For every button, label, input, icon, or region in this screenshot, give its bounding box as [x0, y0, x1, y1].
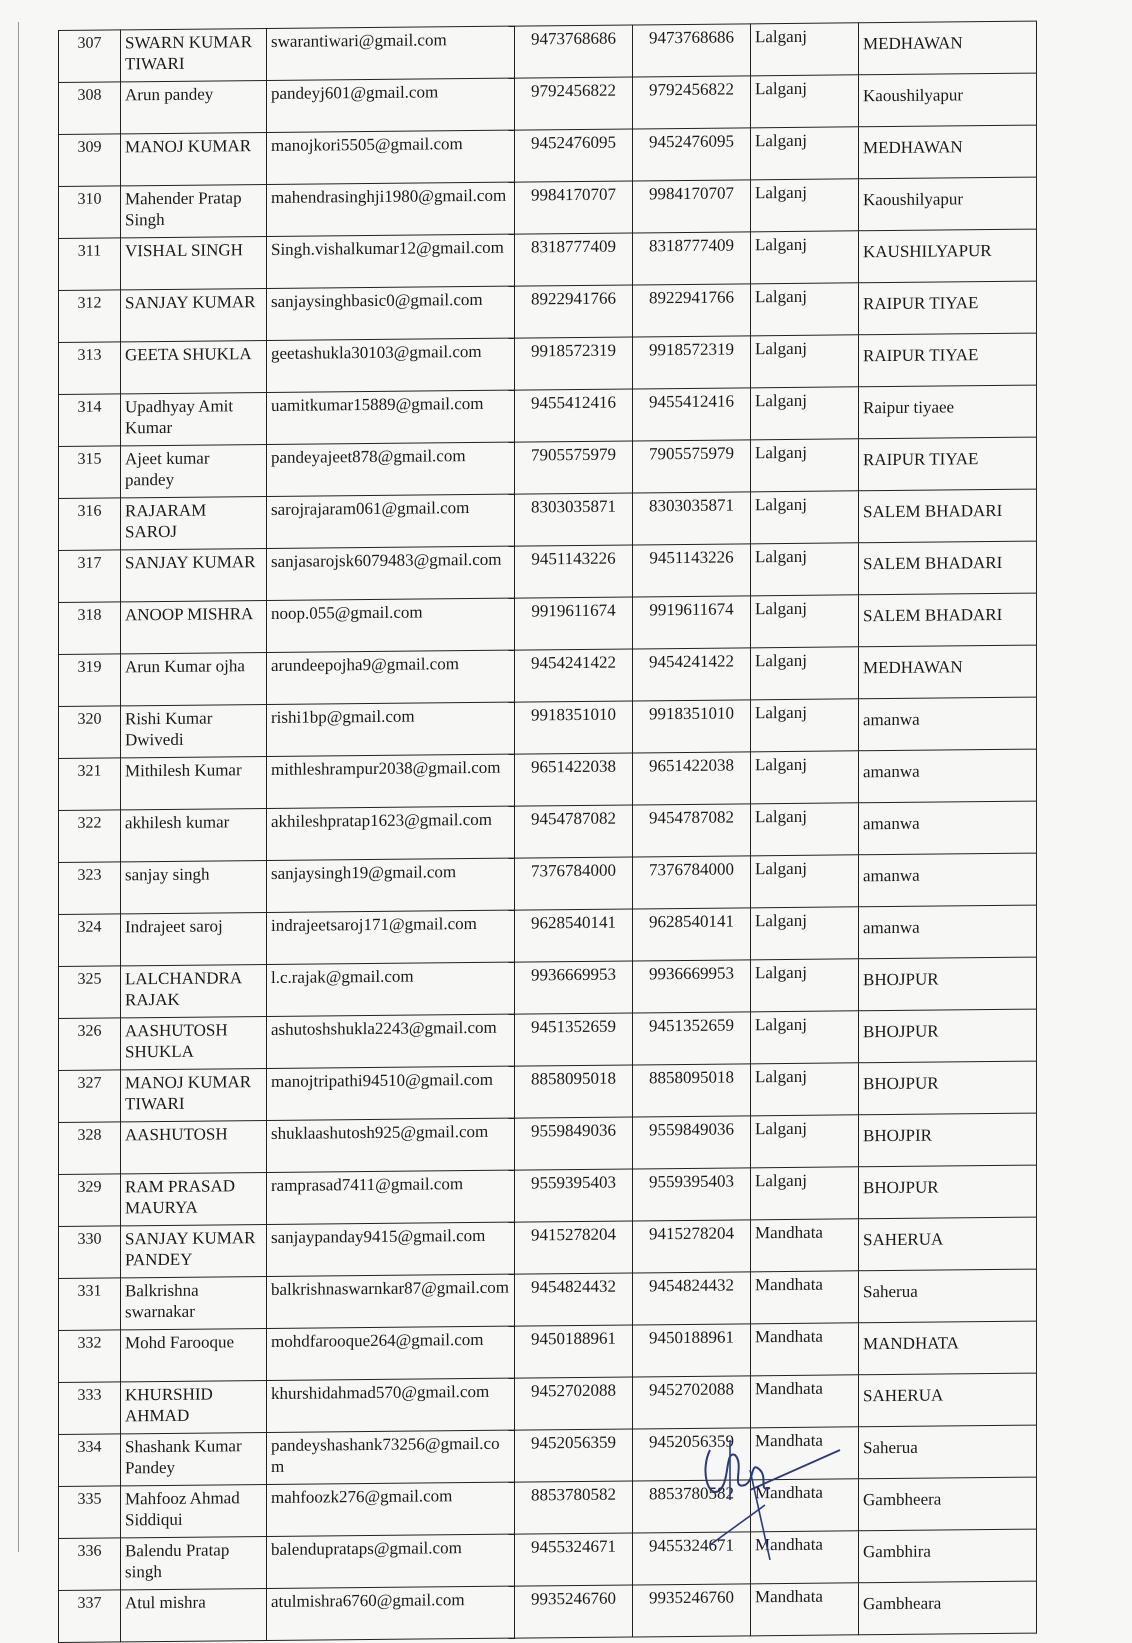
- table-row: [59, 1269, 1037, 1330]
- serial-number-cell: 337: [59, 1590, 121, 1643]
- name-cell: Mithilesh Kumar: [121, 756, 267, 809]
- village-cell: amanwa: [859, 749, 1037, 803]
- village-cell: BHOJPUR: [859, 1165, 1037, 1219]
- village-cell: amanwa: [859, 853, 1037, 907]
- name-cell: GEETA SHUKLA: [121, 340, 267, 393]
- block-cell: Mandhata: [751, 1427, 859, 1480]
- mobile-number-cell: 8858095018: [515, 1065, 633, 1118]
- whatsapp-number-cell: 8922941766: [633, 284, 751, 337]
- mobile-number-cell: 9452702088: [515, 1377, 633, 1430]
- village-cell: SALEM BHADARI: [859, 593, 1037, 647]
- whatsapp-number-cell: 9451143226: [633, 544, 751, 597]
- village-cell: KAUSHILYAPUR: [859, 229, 1037, 283]
- village-cell: Gambheera: [859, 1477, 1037, 1531]
- village-cell: RAIPUR TIYAE: [859, 437, 1037, 491]
- email-cell: balenduprataps@gmail.com: [267, 1534, 515, 1588]
- email-cell: akhileshpratap1623@gmail.com: [267, 806, 515, 860]
- mobile-number-cell: 9454241422: [515, 649, 633, 702]
- serial-number-cell: 307: [59, 30, 121, 83]
- block-cell: Mandhata: [751, 1271, 859, 1324]
- serial-number-cell: 315: [59, 446, 121, 499]
- village-cell: SAHERUA: [859, 1217, 1037, 1271]
- table-row: [59, 177, 1037, 238]
- block-cell: Lalganj: [751, 907, 859, 960]
- mobile-number-cell: 9452476095: [515, 129, 633, 182]
- email-cell: atulmishra6760@gmail.com: [267, 1586, 515, 1640]
- mobile-number-cell: 9628540141: [515, 909, 633, 962]
- village-cell: BHOJPUR: [859, 1009, 1037, 1063]
- mobile-number-cell: 9935246760: [515, 1585, 633, 1638]
- mobile-number-cell: 7905575979: [515, 441, 633, 494]
- whatsapp-number-cell: 9935246760: [633, 1584, 751, 1637]
- mobile-number-cell: 9415278204: [515, 1221, 633, 1274]
- email-cell: swarantiwari@gmail.com: [267, 26, 515, 80]
- whatsapp-number-cell: 9454824432: [633, 1272, 751, 1325]
- block-cell: Mandhata: [751, 1375, 859, 1428]
- handwritten-signature: [690, 1430, 870, 1570]
- block-cell: Lalganj: [751, 803, 859, 856]
- serial-number-cell: 317: [59, 550, 121, 603]
- block-cell: Lalganj: [751, 283, 859, 336]
- village-cell: Raipur tiyaee: [859, 385, 1037, 439]
- block-cell: Lalganj: [751, 959, 859, 1012]
- email-cell: sanjaysingh19@gmail.com: [267, 858, 515, 912]
- mobile-number-cell: 9651422038: [515, 753, 633, 806]
- block-cell: Lalganj: [751, 179, 859, 232]
- whatsapp-number-cell: 9918572319: [633, 336, 751, 389]
- serial-number-cell: 336: [59, 1538, 121, 1591]
- email-cell: uamitkumar15889@gmail.com: [267, 390, 515, 444]
- name-cell: Balendu Pratap singh: [121, 1536, 267, 1589]
- email-cell: pandeyj601@gmail.com: [267, 78, 515, 132]
- block-cell: Lalganj: [751, 751, 859, 804]
- serial-number-cell: 320: [59, 706, 121, 759]
- mobile-number-cell: 9919611674: [515, 597, 633, 650]
- village-cell: SALEM BHADARI: [859, 541, 1037, 595]
- mobile-number-cell: 8303035871: [515, 493, 633, 546]
- village-cell: BHOJPUR: [859, 1061, 1037, 1115]
- mobile-number-cell: 9451143226: [515, 545, 633, 598]
- mobile-number-cell: 8922941766: [515, 285, 633, 338]
- email-cell: balkrishnaswarnkar87@gmail.com: [267, 1274, 515, 1328]
- block-cell: Lalganj: [751, 127, 859, 180]
- mobile-number-cell: 9918572319: [515, 337, 633, 390]
- name-cell: AASHUTOSH: [121, 1120, 267, 1173]
- serial-number-cell: 331: [59, 1278, 121, 1331]
- table-row: [59, 333, 1037, 394]
- table-body: [59, 21, 1037, 1642]
- table-row: [59, 1061, 1037, 1122]
- mobile-number-cell: 9559849036: [515, 1117, 633, 1170]
- email-cell: ramprasad7411@gmail.com: [267, 1170, 515, 1224]
- serial-number-cell: 324: [59, 914, 121, 967]
- serial-number-cell: 326: [59, 1018, 121, 1071]
- table-row: [59, 593, 1037, 654]
- email-cell: noop.055@gmail.com: [267, 598, 515, 652]
- serial-number-cell: 318: [59, 602, 121, 655]
- village-cell: MEDHAWAN: [859, 21, 1037, 75]
- village-cell: SAHERUA: [859, 1373, 1037, 1427]
- name-cell: RAJARAM SAROJ: [121, 496, 267, 549]
- name-cell: Indrajeet saroj: [121, 912, 267, 965]
- table-row: [59, 541, 1037, 602]
- whatsapp-number-cell: 9452702088: [633, 1376, 751, 1429]
- serial-number-cell: 325: [59, 966, 121, 1019]
- whatsapp-number-cell: 9455412416: [633, 388, 751, 441]
- whatsapp-number-cell: 9936669953: [633, 960, 751, 1013]
- block-cell: Lalganj: [751, 595, 859, 648]
- mobile-number-cell: 9454824432: [515, 1273, 633, 1326]
- name-cell: Upadhyay Amit Kumar: [121, 392, 267, 445]
- whatsapp-number-cell: 9792456822: [633, 76, 751, 129]
- table-row: [59, 801, 1037, 862]
- whatsapp-number-cell: 8858095018: [633, 1064, 751, 1117]
- email-cell: mithleshrampur2038@gmail.com: [267, 754, 515, 808]
- name-cell: MANOJ KUMAR: [121, 132, 267, 185]
- name-cell: SWARN KUMAR TIWARI: [121, 28, 267, 81]
- name-cell: RAM PRASAD MAURYA: [121, 1172, 267, 1225]
- block-cell: Lalganj: [751, 1167, 859, 1220]
- mobile-number-cell: 8318777409: [515, 233, 633, 286]
- table-row: [59, 1425, 1037, 1486]
- block-cell: Lalganj: [751, 387, 859, 440]
- email-cell: khurshidahmad570@gmail.com: [267, 1378, 515, 1432]
- name-cell: Ajeet kumar pandey: [121, 444, 267, 497]
- block-cell: Lalganj: [751, 491, 859, 544]
- name-cell: LALCHANDRA RAJAK: [121, 964, 267, 1017]
- whatsapp-number-cell: 9984170707: [633, 180, 751, 233]
- table-row: [59, 853, 1037, 914]
- name-cell: SANJAY KUMAR: [121, 548, 267, 601]
- serial-number-cell: 321: [59, 758, 121, 811]
- email-cell: arundeepojha9@gmail.com: [267, 650, 515, 704]
- table-row: [59, 1009, 1037, 1070]
- name-cell: Atul mishra: [121, 1588, 267, 1641]
- mobile-number-cell: 9452056359: [515, 1429, 633, 1482]
- name-cell: SANJAY KUMAR: [121, 288, 267, 341]
- table-row: [59, 1373, 1037, 1434]
- name-cell: AASHUTOSH SHUKLA: [121, 1016, 267, 1069]
- whatsapp-number-cell: 9918351010: [633, 700, 751, 753]
- block-cell: Lalganj: [751, 335, 859, 388]
- serial-number-cell: 332: [59, 1330, 121, 1383]
- name-cell: SANJAY KUMAR PANDEY: [121, 1224, 267, 1277]
- serial-number-cell: 327: [59, 1070, 121, 1123]
- serial-number-cell: 322: [59, 810, 121, 863]
- block-cell: Lalganj: [751, 23, 859, 76]
- table-row: [59, 21, 1037, 82]
- name-cell: Mahfooz Ahmad Siddiqui: [121, 1484, 267, 1537]
- whatsapp-number-cell: 8303035871: [633, 492, 751, 545]
- whatsapp-number-cell: 9452056359: [633, 1428, 751, 1481]
- email-cell: sanjaysinghbasic0@gmail.com: [267, 286, 515, 340]
- email-cell: shuklaashutosh925@gmail.com: [267, 1118, 515, 1172]
- serial-number-cell: 316: [59, 498, 121, 551]
- email-cell: l.c.rajak@gmail.com: [267, 962, 515, 1016]
- table-row: [59, 1321, 1037, 1382]
- whatsapp-number-cell: 9473768686: [633, 24, 751, 77]
- table-row: [59, 1581, 1037, 1642]
- table-row: [59, 125, 1037, 186]
- serial-number-cell: 335: [59, 1486, 121, 1539]
- serial-number-cell: 313: [59, 342, 121, 395]
- email-cell: sanjaypanday9415@gmail.com: [267, 1222, 515, 1276]
- serial-number-cell: 334: [59, 1434, 121, 1487]
- table-row: [59, 281, 1037, 342]
- serial-number-cell: 328: [59, 1122, 121, 1175]
- serial-number-cell: 314: [59, 394, 121, 447]
- village-cell: Kaoushilyapur: [859, 177, 1037, 231]
- whatsapp-number-cell: 9559395403: [633, 1168, 751, 1221]
- table-row: [59, 1165, 1037, 1226]
- village-cell: MANDHATA: [859, 1321, 1037, 1375]
- village-cell: Gambheara: [859, 1581, 1037, 1635]
- serial-number-cell: 329: [59, 1174, 121, 1227]
- table-row: [59, 1529, 1037, 1590]
- email-cell: mahendrasinghji1980@gmail.com: [267, 182, 515, 236]
- table-row: [59, 905, 1037, 966]
- page-margin-line: [18, 22, 19, 1552]
- name-cell: Rishi Kumar Dwivedi: [121, 704, 267, 757]
- block-cell: Lalganj: [751, 699, 859, 752]
- serial-number-cell: 311: [59, 238, 121, 291]
- serial-number-cell: 323: [59, 862, 121, 915]
- village-cell: amanwa: [859, 697, 1037, 751]
- whatsapp-number-cell: 9628540141: [633, 908, 751, 961]
- serial-number-cell: 319: [59, 654, 121, 707]
- block-cell: Mandhata: [751, 1219, 859, 1272]
- whatsapp-number-cell: 8853780582: [633, 1480, 751, 1533]
- name-cell: Shashank Kumar Pandey: [121, 1432, 267, 1485]
- whatsapp-number-cell: 9454241422: [633, 648, 751, 701]
- email-cell: sanjasarojsk6079483@gmail.com: [267, 546, 515, 600]
- block-cell: Lalganj: [751, 75, 859, 128]
- whatsapp-number-cell: 7905575979: [633, 440, 751, 493]
- village-cell: Saherua: [859, 1425, 1037, 1479]
- name-cell: sanjay singh: [121, 860, 267, 913]
- teacher-contact-table: [58, 21, 1037, 1643]
- mobile-number-cell: 7376784000: [515, 857, 633, 910]
- name-cell: ANOOP MISHRA: [121, 600, 267, 653]
- table-row: [59, 697, 1037, 758]
- email-cell: pandeyajeet878@gmail.com: [267, 442, 515, 496]
- table-row: [59, 229, 1037, 290]
- block-cell: Lalganj: [751, 855, 859, 908]
- serial-number-cell: 310: [59, 186, 121, 239]
- name-cell: Mohd Farooque: [121, 1328, 267, 1381]
- village-cell: Gambhira: [859, 1529, 1037, 1583]
- email-cell: manojtripathi94510@gmail.com: [267, 1066, 515, 1120]
- village-cell: MEDHAWAN: [859, 645, 1037, 699]
- email-cell: mohdfarooque264@gmail.com: [267, 1326, 515, 1380]
- whatsapp-number-cell: 9450188961: [633, 1324, 751, 1377]
- email-cell: pandeyshashank73256@gmail.com: [267, 1430, 515, 1484]
- name-cell: MANOJ KUMAR TIWARI: [121, 1068, 267, 1121]
- block-cell: Lalganj: [751, 1115, 859, 1168]
- email-cell: mahfoozk276@gmail.com: [267, 1482, 515, 1536]
- whatsapp-number-cell: 9559849036: [633, 1116, 751, 1169]
- whatsapp-number-cell: 9454787082: [633, 804, 751, 857]
- village-cell: Kaoushilyapur: [859, 73, 1037, 127]
- mobile-number-cell: 9559395403: [515, 1169, 633, 1222]
- mobile-number-cell: 9450188961: [515, 1325, 633, 1378]
- table-row: [59, 1477, 1037, 1538]
- email-cell: manojkori5505@gmail.com: [267, 130, 515, 184]
- village-cell: Saherua: [859, 1269, 1037, 1323]
- mobile-number-cell: 9473768686: [515, 25, 633, 78]
- block-cell: Lalganj: [751, 1011, 859, 1064]
- email-cell: Singh.vishalkumar12@gmail.com: [267, 234, 515, 288]
- village-cell: BHOJPIR: [859, 1113, 1037, 1167]
- whatsapp-number-cell: 9415278204: [633, 1220, 751, 1273]
- email-cell: rishi1bp@gmail.com: [267, 702, 515, 756]
- mobile-number-cell: 9455324671: [515, 1533, 633, 1586]
- whatsapp-number-cell: 9651422038: [633, 752, 751, 805]
- table-row: [59, 489, 1037, 550]
- table-row: [59, 1113, 1037, 1174]
- block-cell: Mandhata: [751, 1323, 859, 1376]
- mobile-number-cell: 8853780582: [515, 1481, 633, 1534]
- table-row: [59, 749, 1037, 810]
- serial-number-cell: 309: [59, 134, 121, 187]
- block-cell: Mandhata: [751, 1531, 859, 1584]
- name-cell: Arun Kumar ojha: [121, 652, 267, 705]
- table-row: [59, 73, 1037, 134]
- whatsapp-number-cell: 9451352659: [633, 1012, 751, 1065]
- block-cell: Lalganj: [751, 647, 859, 700]
- whatsapp-number-cell: 9452476095: [633, 128, 751, 181]
- mobile-number-cell: 9451352659: [515, 1013, 633, 1066]
- whatsapp-number-cell: 8318777409: [633, 232, 751, 285]
- serial-number-cell: 333: [59, 1382, 121, 1435]
- serial-number-cell: 312: [59, 290, 121, 343]
- mobile-number-cell: 9918351010: [515, 701, 633, 754]
- block-cell: Mandhata: [751, 1479, 859, 1532]
- block-cell: Lalganj: [751, 439, 859, 492]
- table-row: [59, 957, 1037, 1018]
- table-row: [59, 437, 1037, 498]
- whatsapp-number-cell: 7376784000: [633, 856, 751, 909]
- document-sheet: [58, 21, 1036, 1643]
- name-cell: akhilesh kumar: [121, 808, 267, 861]
- village-cell: MEDHAWAN: [859, 125, 1037, 179]
- village-cell: RAIPUR TIYAE: [859, 281, 1037, 335]
- table-row: [59, 385, 1037, 446]
- whatsapp-number-cell: 9919611674: [633, 596, 751, 649]
- block-cell: Lalganj: [751, 231, 859, 284]
- whatsapp-number-cell: 9455324671: [633, 1532, 751, 1585]
- serial-number-cell: 308: [59, 82, 121, 135]
- name-cell: Mahender Pratap Singh: [121, 184, 267, 237]
- village-cell: amanwa: [859, 801, 1037, 855]
- village-cell: amanwa: [859, 905, 1037, 959]
- email-cell: ashutoshshukla2243@gmail.com: [267, 1014, 515, 1068]
- mobile-number-cell: 9792456822: [515, 77, 633, 130]
- name-cell: VISHAL SINGH: [121, 236, 267, 289]
- block-cell: Lalganj: [751, 1063, 859, 1116]
- table-row: [59, 1217, 1037, 1278]
- block-cell: Mandhata: [751, 1583, 859, 1636]
- table-row: [59, 645, 1037, 706]
- name-cell: KHURSHID AHMAD: [121, 1380, 267, 1433]
- village-cell: RAIPUR TIYAE: [859, 333, 1037, 387]
- email-cell: geetashukla30103@gmail.com: [267, 338, 515, 392]
- mobile-number-cell: 9936669953: [515, 961, 633, 1014]
- mobile-number-cell: 9454787082: [515, 805, 633, 858]
- mobile-number-cell: 9984170707: [515, 181, 633, 234]
- mobile-number-cell: 9455412416: [515, 389, 633, 442]
- name-cell: Balkrishna swarnakar: [121, 1276, 267, 1329]
- block-cell: Lalganj: [751, 543, 859, 596]
- email-cell: sarojrajaram061@gmail.com: [267, 494, 515, 548]
- village-cell: SALEM BHADARI: [859, 489, 1037, 543]
- email-cell: indrajeetsaroj171@gmail.com: [267, 910, 515, 964]
- serial-number-cell: 330: [59, 1226, 121, 1279]
- village-cell: BHOJPUR: [859, 957, 1037, 1011]
- name-cell: Arun pandey: [121, 80, 267, 133]
